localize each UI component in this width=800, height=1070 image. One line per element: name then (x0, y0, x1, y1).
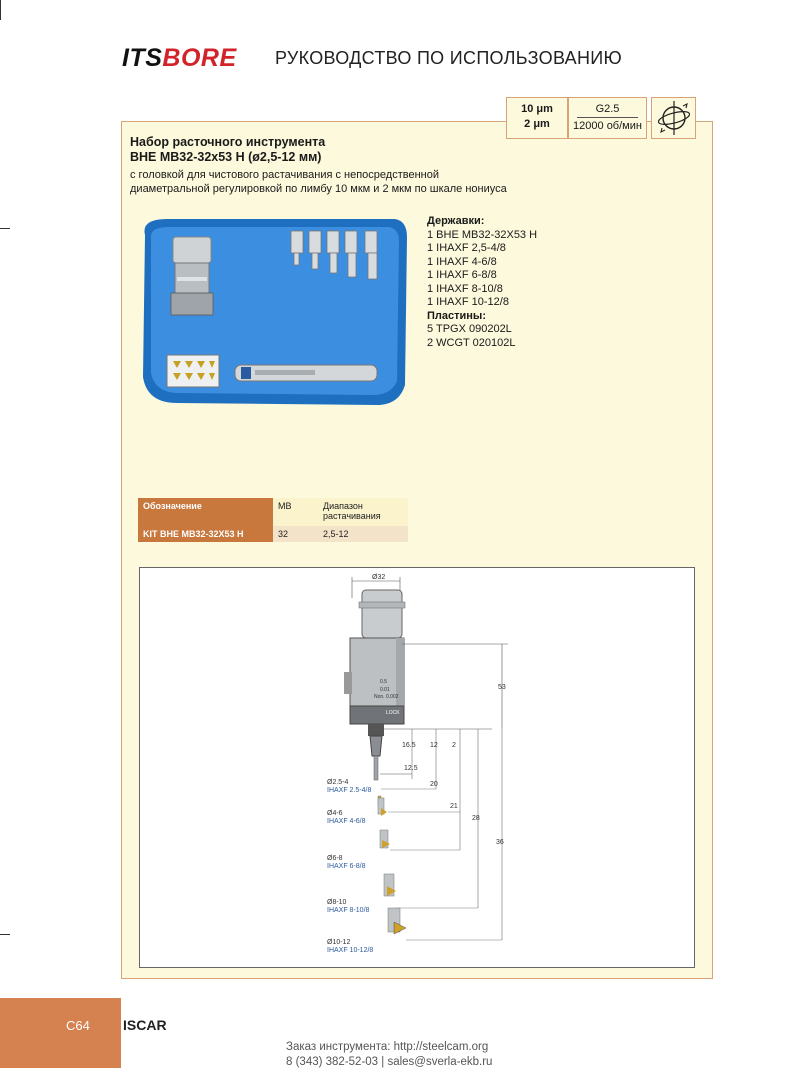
dim-36: 36 (496, 839, 504, 846)
order-info (286, 1040, 492, 1070)
bar-code-4: IHAXF 8-10/8 (327, 907, 370, 914)
tool-title (130, 135, 325, 165)
crop-mark (0, 228, 10, 229)
holders-header: Державки: (427, 215, 485, 227)
precision-box (506, 97, 568, 139)
kit-contents (427, 215, 537, 350)
list-item: 1 IHAXF 2,5-4/8 (427, 242, 506, 254)
list-item: 2 WCGT 020102L (427, 336, 516, 349)
bar-code-5: IHAXF 10-12/8 (327, 947, 374, 954)
balance-speed-box (568, 97, 647, 139)
technical-drawing (139, 567, 695, 968)
max-speed: 12000 об/мин (573, 120, 642, 132)
list-item: 1 IHAXF 10-12/8 (427, 296, 509, 308)
dim-28: 28 (472, 815, 480, 822)
tool-desc-line2: диаметральной регулировкой по лимбу 10 мкм и 2 мкм по шкале нониуса (130, 183, 507, 195)
col-designation: Обозначение (138, 498, 273, 526)
inserts-header: Пластины: (427, 309, 486, 322)
scale-label-3: Non. 0.002 (374, 694, 399, 700)
page-title: РУКОВОДСТВО ПО ИСПОЛЬЗОВАНИЮ (275, 48, 622, 68)
bar-dia-1: Ø2.5-4 (327, 779, 349, 786)
logo-its: ITS (122, 44, 163, 72)
tool-desc-line1: с головкой для чистового растачивания с непосредственной (130, 169, 439, 181)
bar-dia-2: Ø4-6 (327, 810, 343, 817)
bar-dia-4: Ø8-10 (327, 899, 347, 906)
list-item: 1 IHAXF 6-8/8 (427, 269, 497, 281)
dim-20: 20 (430, 781, 438, 788)
bar-dia-3: Ø6-8 (327, 855, 343, 862)
dim-53: 53 (498, 684, 506, 691)
gyroscope-icon (653, 98, 695, 138)
table-header-row (138, 498, 408, 526)
cell-mb: 32 (273, 526, 318, 542)
page-number: C64 (66, 1018, 90, 1033)
cell-range: 2,5-12 (318, 526, 408, 542)
cell-designation: KIT BHE MB32-32X53 H (138, 526, 273, 542)
dim-2: 2 (452, 742, 456, 749)
dim-16-5: 16.5 (402, 742, 416, 749)
list-item: 1 IHAXF 8-10/8 (427, 282, 503, 295)
logo-bore: BORE (162, 44, 237, 72)
brand-name: ISCAR (123, 1017, 167, 1033)
precision-2: 2 μm (524, 118, 550, 130)
dim-12: 12 (430, 742, 438, 749)
col-mb: MB (273, 498, 318, 526)
dim-dia-top: Ø32 (372, 574, 386, 581)
order-line-2: 8 (343) 382-52-03 | sales@sverla-ekb.ru (286, 1056, 493, 1068)
col-range: Диапазон растачивания (318, 498, 408, 526)
kit-case-image (137, 217, 409, 407)
tool-description (130, 168, 550, 196)
footer-tab (0, 998, 121, 1068)
precision-10: 10 μm (521, 103, 553, 115)
scale-label-2: 0.01 (380, 687, 390, 693)
bar-dia-5: Ø10-12 (327, 939, 351, 946)
list-item: 1 BHE MB32-32X53 H (427, 228, 538, 241)
crop-mark (0, 0, 1, 20)
list-item: 5 TPGX 090202L (427, 323, 512, 335)
bar-code-3: IHAXF 6-8/8 (327, 863, 366, 870)
dim-12-5: 12.5 (404, 765, 418, 772)
tool-title-line2: BHE MB32-32x53 H (ø2,5-12 мм) (130, 150, 322, 164)
itsbore-logo (122, 44, 237, 73)
balance-icon-box (651, 97, 696, 139)
tool-title-line1: Набор расточного инструмента (130, 135, 326, 149)
lock-label: LOCK (386, 710, 400, 716)
balance-grade: G2.5 (577, 102, 638, 118)
table-row (138, 526, 408, 542)
designation-table (138, 498, 408, 542)
order-line-1: Заказ инструмента: http://steelcam.org (286, 1041, 489, 1053)
dim-21: 21 (450, 803, 458, 810)
scale-label-1: 0.5 (380, 679, 387, 685)
crop-mark (0, 934, 10, 935)
list-item: 1 IHAXF 4-6/8 (427, 255, 497, 268)
bar-code-1: IHAXF 2.5-4/8 (327, 787, 372, 794)
bar-code-2: IHAXF 4-6/8 (327, 818, 366, 825)
